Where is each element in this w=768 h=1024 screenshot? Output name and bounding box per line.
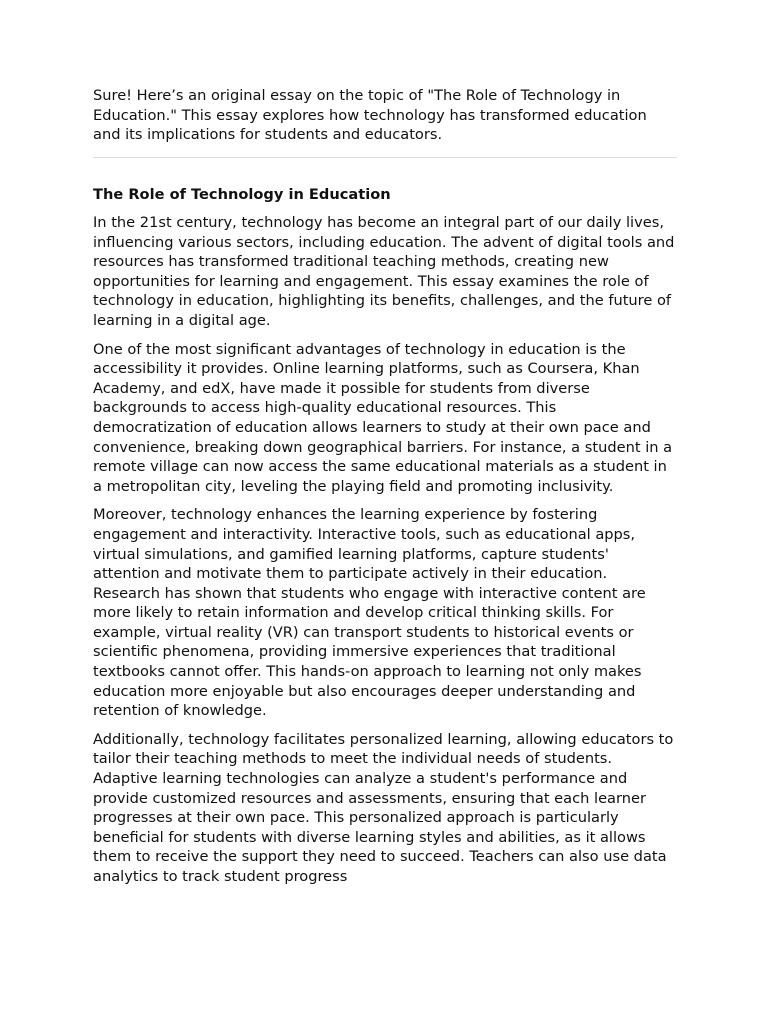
paragraph-3: Moreover, technology enhances the learning experience by fostering engagement and interactivity. Interactive tools, such as educational apps, virtual simulations, and gamified learning platforms, capture students' attention and motivate them to participate actively in their education. Research has shown that students who engage with interactive content are more likely to retain information and develop critical thinking skills. For example, virtual reality (VR) can transport students to historical events or scientific phenomena, providing immersive experiences that traditional textbooks cannot offer. This hands-on approach to learning not only makes education more enjoyable but also encourages deeper understanding and retention of knowledge. [93, 506, 646, 720]
intro-text: Sure! Here’s an original essay on the topic of "The Role of Technology in Education." This essay explores how technology has transformed education and its implications for students and educators. [93, 87, 647, 143]
essay-title: The Role of Technology in Education [93, 185, 391, 203]
section-divider [93, 157, 677, 158]
paragraph-2: One of the most significant advantages of technology in education is the accessibility it provides. Online learning platforms, such as Coursera, Khan Academy, and edX, have made it possible for students from diverse backgrounds to access high-quality educational resources. This democratization of education allows learners to study at their own pace and convenience, breaking down geographical barriers. For instance, a student in a remote village can now access the same educational materials as a student in a metropolitan city, leveling the playing field and promoting inclusivity. [93, 340, 673, 495]
document-page [93, 86, 677, 887]
paragraph-4: Additionally, technology facilitates personalized learning, allowing educators to tailor their teaching methods to meet the individual needs of students. Adaptive learning technologies can analyze a student's performance and provide customized resources and assessments, ensuring that each learner progresses at their own pace. This personalized approach is particularly beneficial for students with diverse learning styles and abilities, as it allows them to receive the support they need to succeed. Teachers can also use data analytics to track student progress [93, 730, 674, 885]
paragraph-1: In the 21st century, technology has become an integral part of our daily lives, influencing various sectors, including education. The advent of digital tools and resources has transformed traditional teaching methods, creating new opportunities for learning and engagement. This essay examines the role of technology in education, highlighting its benefits, challenges, and the future of learning in a digital age. [93, 214, 675, 329]
